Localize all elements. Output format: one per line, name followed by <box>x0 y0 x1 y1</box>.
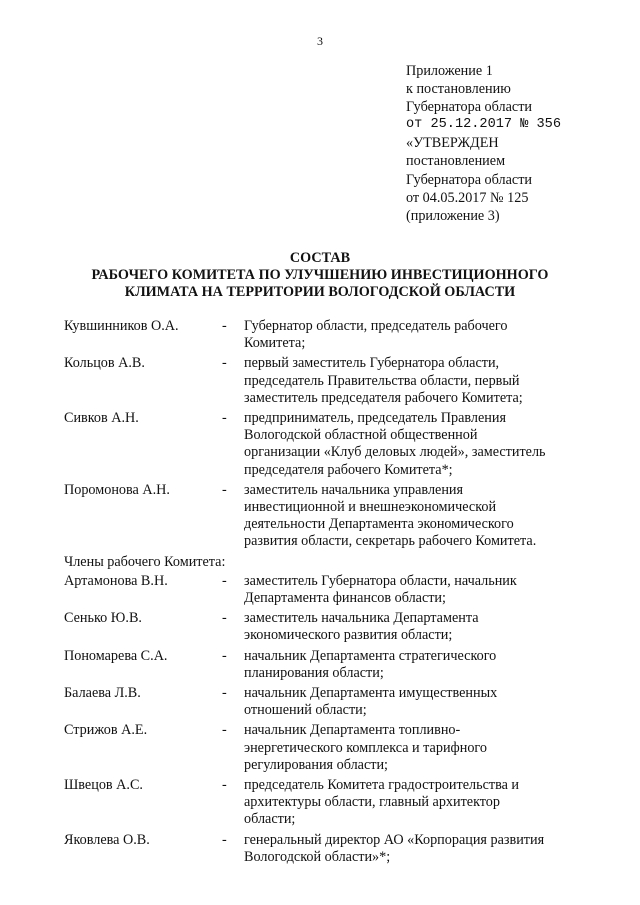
appendix-line: Губернатора области <box>406 171 532 188</box>
member-row <box>64 573 624 607</box>
member-role: начальник Департамента имущественных отношений области; <box>244 685 498 719</box>
member-name: Сивков А.Н. <box>64 410 139 427</box>
appendix-line: Губернатора области <box>406 99 532 116</box>
member-dash: - <box>222 647 227 664</box>
appendix-line: Приложение 1 <box>406 63 493 79</box>
appendix-line: (приложение 3) <box>406 207 500 224</box>
member-row <box>64 722 624 774</box>
title-line: РАБОЧЕГО КОМИТЕТА ПО УЛУЧШЕНИЮ ИНВЕСТИЦИОННОГО <box>91 267 549 283</box>
member-row <box>64 685 624 719</box>
member-row <box>64 832 624 866</box>
appendix-header <box>406 62 626 225</box>
member-role: заместитель начальника управления инвестиционной и внешнеэкономической деятельности Департамента экономического развития области, секретарь рабочего Комитета. <box>244 481 537 550</box>
member-role: предприниматель, председатель Правления Вологодской областной общественной организации «Клуб деловых людей», заместитель председателя рабочего Комитета*; <box>244 410 546 478</box>
member-role: начальник Департамента топливно-энергетического комплекса и тарифного регулирования области; <box>244 722 487 773</box>
member-dash: - <box>222 355 227 372</box>
member-dash: - <box>222 410 227 427</box>
member-name: Яковлева О.В. <box>64 831 150 848</box>
member-row <box>64 410 624 479</box>
appendix-stamped-date-line: от 25.12.2017 № 356 <box>406 117 561 133</box>
member-dash: - <box>222 481 227 498</box>
member-row <box>64 355 624 407</box>
member-row <box>64 482 624 551</box>
member-role: заместитель Губернатора области, начальник Департамента финансов области; <box>244 572 517 607</box>
member-name: Поромонова А.Н. <box>64 481 170 498</box>
committee-list <box>64 318 624 869</box>
member-role: генеральный директор АО «Корпорация развития Вологодской области»*; <box>244 831 545 865</box>
member-role: заместитель начальника Департамента экономического развития области; <box>244 610 479 644</box>
member-dash: - <box>222 572 227 589</box>
member-row <box>64 318 624 352</box>
members-section-label: Члены рабочего Комитета: <box>64 553 226 570</box>
member-dash: - <box>222 831 227 848</box>
member-name: Пономарева С.А. <box>64 647 168 664</box>
member-dash: - <box>222 685 227 702</box>
member-name: Артамонова В.Н. <box>64 572 168 589</box>
title-line: СОСТАВ <box>289 250 351 266</box>
title-line: КЛИМАТА НА ТЕРРИТОРИИ ВОЛОГОДСКОЙ ОБЛАСТИ <box>124 284 516 300</box>
appendix-line: «УТВЕРЖДЕН <box>406 135 499 152</box>
member-dash: - <box>222 722 227 739</box>
member-dash: - <box>222 610 227 627</box>
member-name: Сенько Ю.В. <box>64 610 142 627</box>
member-name: Кувшинников О.А. <box>64 318 179 334</box>
member-role: начальник Департамента стратегического планирования области; <box>244 647 497 681</box>
member-dash: - <box>222 318 227 334</box>
member-row <box>64 777 624 829</box>
member-dash: - <box>222 777 227 794</box>
document-title <box>0 250 640 301</box>
member-role: Губернатор области, председатель рабочего Комитета; <box>244 318 508 352</box>
page-number: 3 <box>317 34 323 48</box>
member-name: Стрижов А.Е. <box>64 722 148 739</box>
appendix-line: от 04.05.2017 № 125 <box>406 189 529 206</box>
member-name: Балаева Л.В. <box>64 685 141 702</box>
appendix-line: к постановлению <box>406 81 511 98</box>
member-role: председатель Комитета градостроительства и архитектуры области, главный архитектор области; <box>244 777 520 828</box>
member-name: Швецов А.С. <box>64 777 143 794</box>
member-row <box>64 610 624 644</box>
member-name: Кольцов А.В. <box>64 355 145 372</box>
member-role: первый заместитель Губернатора области, председатель Правительства области, первый заместитель председателя рабочего Комитета; <box>244 355 523 406</box>
member-row <box>64 648 624 682</box>
appendix-line: постановлением <box>406 153 506 170</box>
